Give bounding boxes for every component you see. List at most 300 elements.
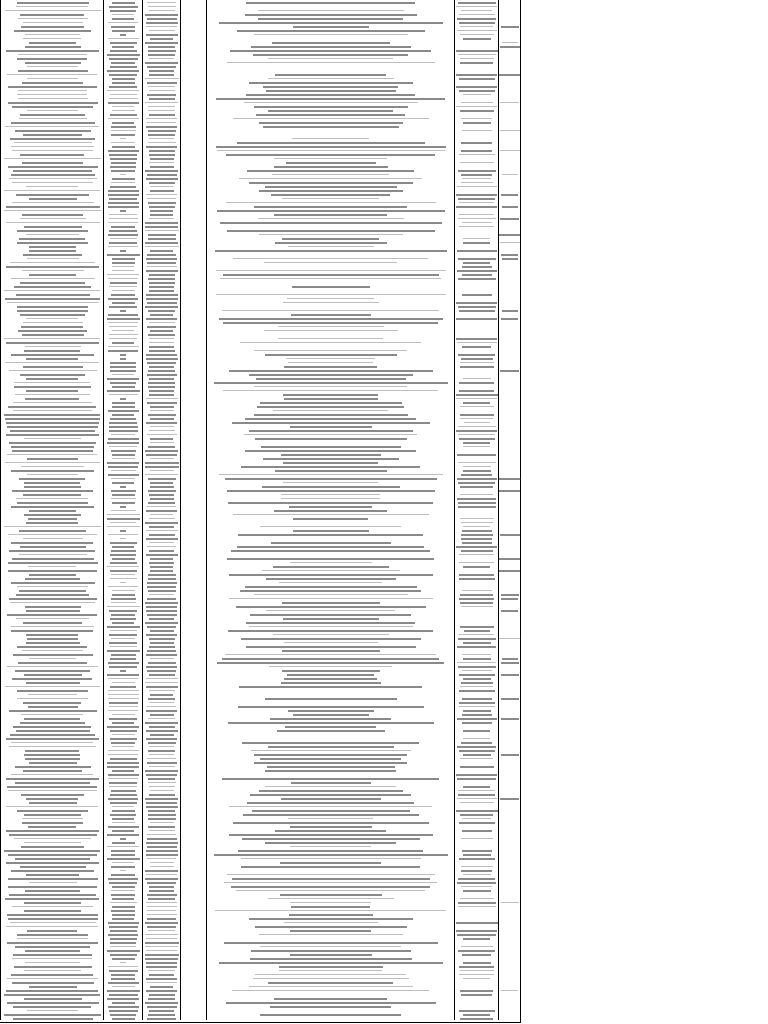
cell-text-mark xyxy=(109,718,137,720)
cell-text-mark xyxy=(107,726,139,728)
table-cell xyxy=(455,744,499,748)
cell-text-mark xyxy=(462,346,491,348)
cell-text-mark xyxy=(220,222,442,224)
cell-text-mark xyxy=(229,574,433,576)
cell-text-mark xyxy=(224,882,437,883)
cell-text-mark xyxy=(461,742,492,744)
cell-text-mark xyxy=(145,230,179,231)
cell-text-mark xyxy=(274,166,388,168)
cell-text-mark xyxy=(461,946,493,947)
cell-text-mark xyxy=(26,318,78,319)
cell-text-mark xyxy=(463,642,491,644)
cell-text-mark xyxy=(120,838,126,840)
table-cell xyxy=(1,352,104,356)
cell-text-mark xyxy=(244,434,417,435)
cell-text-mark xyxy=(463,730,490,732)
cell-text-mark xyxy=(9,746,96,747)
cell-text-mark xyxy=(8,854,97,856)
table-cell xyxy=(1,916,104,920)
cell-text-mark xyxy=(226,202,436,203)
table-cell xyxy=(207,960,455,964)
cell-text-mark xyxy=(109,422,137,424)
table-cell xyxy=(143,840,181,844)
cell-text-mark xyxy=(459,390,494,392)
cell-text-mark xyxy=(120,250,126,252)
cell-text-mark xyxy=(145,602,178,604)
cell-text-mark xyxy=(120,358,126,360)
cell-text-mark xyxy=(150,486,174,488)
cell-text-mark xyxy=(120,670,126,672)
cell-text-mark xyxy=(146,298,178,300)
cell-text-mark xyxy=(282,602,380,604)
cell-text-mark xyxy=(108,698,139,699)
cell-text-mark xyxy=(149,594,174,595)
cell-text-mark xyxy=(8,918,98,920)
table-cell xyxy=(1,776,104,780)
table-cell xyxy=(104,376,143,380)
cell-text-mark xyxy=(18,90,87,91)
cell-text-mark xyxy=(24,350,80,352)
cell-text-mark xyxy=(463,262,490,264)
cell-text-mark xyxy=(16,294,90,296)
cell-text-mark xyxy=(149,974,174,976)
cell-text-mark xyxy=(146,902,177,903)
cell-text-mark xyxy=(145,934,178,935)
table-cell xyxy=(143,760,181,764)
table-cell xyxy=(455,60,499,64)
cell-text-mark xyxy=(107,858,140,860)
table-cell xyxy=(455,168,499,172)
cell-text-mark xyxy=(146,990,177,992)
cell-text-mark xyxy=(112,914,135,916)
cell-text-mark xyxy=(10,922,96,923)
table-cell xyxy=(104,188,143,192)
table-cell xyxy=(455,992,499,996)
cell-text-mark xyxy=(291,906,370,908)
table-cell xyxy=(1,560,104,564)
cell-text-mark xyxy=(111,742,135,744)
cell-text-mark xyxy=(463,738,490,739)
table-cell xyxy=(1,384,104,388)
table-cell xyxy=(143,608,181,612)
table-cell xyxy=(143,240,181,244)
cell-text-mark xyxy=(258,10,404,11)
table-cell xyxy=(1,628,104,632)
cell-text-mark xyxy=(112,898,134,900)
cell-text-mark xyxy=(217,662,444,664)
cell-text-mark xyxy=(9,442,96,444)
cell-text-mark xyxy=(147,1018,176,1020)
cell-text-mark xyxy=(110,418,136,420)
cell-text-mark xyxy=(108,662,139,664)
table-cell xyxy=(143,464,181,468)
cell-text-mark xyxy=(149,550,174,552)
cell-text-mark xyxy=(11,974,93,976)
cell-text-mark xyxy=(120,962,126,963)
cell-text-mark xyxy=(24,438,81,439)
cell-text-mark xyxy=(145,870,178,872)
cell-text-mark xyxy=(23,538,83,539)
cell-text-mark xyxy=(11,174,95,176)
cell-text-mark xyxy=(149,378,174,380)
cell-text-mark xyxy=(16,6,88,7)
cell-text-mark xyxy=(112,342,134,344)
cell-text-mark xyxy=(461,838,493,839)
table-cell xyxy=(104,436,143,440)
cell-text-mark xyxy=(120,870,126,871)
cell-text-mark xyxy=(17,230,88,232)
table-cell xyxy=(104,672,143,676)
cell-text-mark xyxy=(263,126,399,128)
table-cell xyxy=(499,696,521,700)
table-cell xyxy=(499,1016,521,1020)
cell-text-mark xyxy=(464,630,490,632)
cell-text-mark xyxy=(109,394,138,395)
cell-text-mark xyxy=(149,154,175,156)
cell-text-mark xyxy=(112,458,135,459)
cell-text-mark xyxy=(112,454,135,456)
cell-text-mark xyxy=(110,954,137,956)
table-cell xyxy=(143,824,181,828)
cell-text-mark xyxy=(146,118,177,119)
cell-text-mark xyxy=(107,70,139,72)
cell-text-mark xyxy=(501,26,519,28)
cell-text-mark xyxy=(222,310,439,311)
cell-text-mark xyxy=(21,26,84,28)
cell-text-mark xyxy=(109,1010,138,1012)
table-cell xyxy=(499,796,521,800)
cell-text-mark xyxy=(463,38,491,40)
cell-text-mark xyxy=(12,202,94,203)
table-cell xyxy=(455,808,499,812)
cell-text-mark xyxy=(20,14,84,16)
cell-text-mark xyxy=(457,646,496,648)
table-cell xyxy=(143,232,181,236)
cell-text-mark xyxy=(25,962,80,963)
table-cell xyxy=(104,204,143,208)
cell-text-mark xyxy=(459,438,495,440)
table-cell xyxy=(1,736,104,740)
cell-text-mark xyxy=(266,578,396,580)
table-cell xyxy=(455,388,499,392)
cell-text-mark xyxy=(107,566,139,567)
cell-text-mark xyxy=(146,938,177,939)
cell-text-mark xyxy=(286,162,376,164)
cell-text-mark xyxy=(459,562,494,563)
cell-text-mark xyxy=(109,702,138,704)
table-cell xyxy=(104,968,143,972)
cell-text-mark xyxy=(111,510,136,511)
cell-text-mark xyxy=(463,442,490,444)
cell-text-mark xyxy=(111,490,136,492)
cell-text-mark xyxy=(255,926,407,928)
cell-text-mark xyxy=(149,114,175,116)
cell-text-mark xyxy=(459,226,494,227)
cell-text-mark xyxy=(457,746,496,748)
cell-text-mark xyxy=(460,766,494,768)
cell-text-mark xyxy=(256,378,406,380)
cell-text-mark xyxy=(147,326,176,328)
table-cell xyxy=(143,976,181,980)
table-cell xyxy=(499,568,521,572)
table-cell xyxy=(455,72,499,76)
cell-text-mark xyxy=(7,978,98,979)
table-cell xyxy=(499,660,521,664)
table-cell xyxy=(207,704,455,708)
table-cell xyxy=(104,932,143,936)
cell-text-mark xyxy=(25,46,81,48)
cell-text-mark xyxy=(268,78,394,79)
cell-text-mark xyxy=(112,502,135,504)
table-cell xyxy=(455,740,499,744)
cell-text-mark xyxy=(6,778,99,780)
table-cell xyxy=(207,272,455,276)
cell-text-mark xyxy=(112,770,134,772)
table-cell xyxy=(104,924,143,928)
cell-text-mark xyxy=(500,102,519,103)
cell-text-mark xyxy=(293,530,369,532)
table-cell xyxy=(455,256,499,260)
table-cell xyxy=(1,992,104,996)
cell-text-mark xyxy=(257,406,404,408)
cell-text-mark xyxy=(249,82,413,84)
cell-text-mark xyxy=(112,146,135,148)
cell-text-mark xyxy=(146,850,178,852)
cell-text-mark xyxy=(24,910,81,912)
cell-text-mark xyxy=(216,270,446,271)
table-cell xyxy=(455,16,499,20)
table-cell xyxy=(455,300,499,304)
cell-text-mark xyxy=(462,850,492,852)
cell-text-mark xyxy=(292,286,370,288)
table-cell xyxy=(104,716,143,720)
table-cell xyxy=(455,248,499,252)
cell-text-mark xyxy=(499,490,520,492)
table-cell xyxy=(207,604,455,608)
cell-text-mark xyxy=(458,482,495,484)
table-cell xyxy=(455,932,499,936)
cell-text-mark xyxy=(148,698,175,700)
cell-text-mark xyxy=(110,1014,136,1016)
table-cell xyxy=(455,868,499,872)
table-cell xyxy=(104,632,143,636)
table-cell xyxy=(455,700,499,704)
table-cell xyxy=(104,460,143,464)
cell-text-mark xyxy=(149,30,175,31)
cell-text-mark xyxy=(14,142,92,143)
table-cell xyxy=(499,252,521,256)
cell-text-mark xyxy=(109,926,138,928)
cell-text-mark xyxy=(107,606,140,607)
cell-text-mark xyxy=(236,890,425,891)
cell-text-mark xyxy=(146,178,178,180)
cell-text-mark xyxy=(240,342,421,343)
cell-text-mark xyxy=(29,42,76,44)
table-cell xyxy=(499,256,521,260)
cell-text-mark xyxy=(145,622,178,624)
table-cell xyxy=(207,96,455,100)
cell-text-mark xyxy=(7,914,98,916)
cell-text-mark xyxy=(112,918,134,920)
cell-text-mark xyxy=(459,554,494,555)
cell-text-mark xyxy=(149,58,174,59)
cell-text-mark xyxy=(290,902,371,903)
cell-text-mark xyxy=(502,206,518,208)
table-cell xyxy=(143,400,181,404)
table-cell xyxy=(143,276,181,280)
cell-text-mark xyxy=(281,498,380,499)
cell-text-mark xyxy=(146,806,178,808)
cell-text-mark xyxy=(225,478,437,480)
cell-text-mark xyxy=(463,466,491,467)
cell-text-mark xyxy=(459,706,495,707)
cell-text-mark xyxy=(146,730,178,732)
table-cell xyxy=(499,232,521,236)
cell-text-mark xyxy=(146,962,177,964)
table-cell xyxy=(207,636,455,640)
cell-text-mark xyxy=(111,450,136,452)
cell-text-mark xyxy=(148,810,175,812)
table-cell xyxy=(1,848,104,852)
cell-text-mark xyxy=(148,46,175,48)
cell-text-mark xyxy=(16,594,89,596)
cell-text-mark xyxy=(111,602,136,603)
cell-text-mark xyxy=(148,574,176,576)
cell-text-mark xyxy=(457,186,497,187)
cell-text-mark xyxy=(460,162,494,163)
cell-text-mark xyxy=(112,30,135,32)
cell-text-mark xyxy=(109,994,138,996)
cell-text-mark xyxy=(147,650,176,652)
cell-text-mark xyxy=(145,682,178,683)
table-cell xyxy=(455,500,499,504)
table-cell xyxy=(143,32,181,36)
cell-text-mark xyxy=(459,90,495,92)
cell-text-mark xyxy=(457,778,496,780)
cell-text-mark xyxy=(148,750,175,752)
cell-text-mark xyxy=(13,954,92,956)
cell-text-mark xyxy=(240,590,421,592)
cell-text-mark xyxy=(13,170,92,172)
cell-text-mark xyxy=(111,894,135,896)
cell-text-mark xyxy=(109,198,137,200)
cell-text-mark xyxy=(149,342,174,343)
table-cell xyxy=(143,868,181,872)
cell-text-mark xyxy=(146,610,177,612)
table-cell xyxy=(104,824,143,828)
cell-text-mark xyxy=(4,210,101,211)
cell-text-mark xyxy=(108,410,139,412)
cell-text-mark xyxy=(500,218,519,220)
cell-text-mark xyxy=(456,106,497,107)
cell-text-mark xyxy=(26,186,78,187)
table-cell xyxy=(143,220,181,224)
cell-text-mark xyxy=(9,710,97,712)
table-cell xyxy=(104,420,143,424)
cell-text-mark xyxy=(12,982,94,984)
cell-text-mark xyxy=(4,158,101,159)
cell-text-mark xyxy=(17,58,87,60)
cell-text-mark xyxy=(112,270,134,271)
cell-text-mark xyxy=(459,14,495,15)
table-cell xyxy=(1,856,104,860)
table-cell xyxy=(143,612,181,616)
cell-text-mark xyxy=(456,774,497,776)
cell-text-mark xyxy=(5,10,101,11)
cell-text-mark xyxy=(460,58,494,59)
table-cell xyxy=(104,516,143,520)
cell-text-mark xyxy=(22,214,83,216)
cell-text-mark xyxy=(111,574,135,575)
table-cell xyxy=(207,572,455,576)
table-cell xyxy=(455,1008,499,1012)
table-cell xyxy=(499,204,521,208)
table-cell xyxy=(143,444,181,448)
cell-text-mark xyxy=(149,726,175,728)
cell-text-mark xyxy=(148,6,176,7)
cell-text-mark xyxy=(265,698,397,700)
cell-text-mark xyxy=(112,266,134,267)
cell-text-mark xyxy=(150,630,174,632)
cell-text-mark xyxy=(228,630,433,632)
cell-text-mark xyxy=(108,202,139,204)
cell-text-mark xyxy=(24,902,81,904)
table-cell xyxy=(143,420,181,424)
cell-text-mark xyxy=(501,674,519,676)
cell-text-mark xyxy=(148,382,175,384)
cell-text-mark xyxy=(108,466,138,468)
cell-text-mark xyxy=(112,106,134,107)
cell-text-mark xyxy=(457,30,497,31)
table-cell xyxy=(1,136,104,140)
cell-text-mark xyxy=(111,974,135,976)
cell-text-mark xyxy=(270,718,391,720)
cell-text-mark xyxy=(501,718,519,720)
table-cell xyxy=(104,780,143,784)
cell-text-mark xyxy=(499,74,520,76)
cell-text-mark xyxy=(146,854,178,856)
cell-text-mark xyxy=(150,642,174,644)
table-cell xyxy=(1,164,104,168)
cell-text-mark xyxy=(111,854,135,856)
cell-text-mark xyxy=(460,418,493,419)
table-cell xyxy=(455,336,499,340)
cell-text-mark xyxy=(239,686,422,688)
cell-text-mark xyxy=(217,210,445,212)
table-cell xyxy=(143,812,181,816)
cell-text-mark xyxy=(149,286,174,288)
cell-text-mark xyxy=(265,786,396,787)
cell-text-mark xyxy=(148,898,175,900)
table-cell xyxy=(143,728,181,732)
table-cell xyxy=(104,148,143,152)
cell-text-mark xyxy=(462,670,492,671)
cell-text-mark xyxy=(241,466,420,468)
cell-text-mark xyxy=(462,222,492,223)
cell-text-mark xyxy=(145,522,178,524)
cell-text-mark xyxy=(107,514,140,515)
cell-text-mark xyxy=(227,62,435,63)
table-cell xyxy=(143,836,181,840)
cell-text-mark xyxy=(6,990,98,992)
cell-text-mark xyxy=(11,146,94,147)
cell-text-mark xyxy=(223,322,438,324)
table-cell xyxy=(499,596,521,600)
cell-text-mark xyxy=(112,290,135,291)
cell-text-mark xyxy=(251,950,411,952)
cell-text-mark xyxy=(457,18,496,20)
table-cell xyxy=(207,464,455,468)
